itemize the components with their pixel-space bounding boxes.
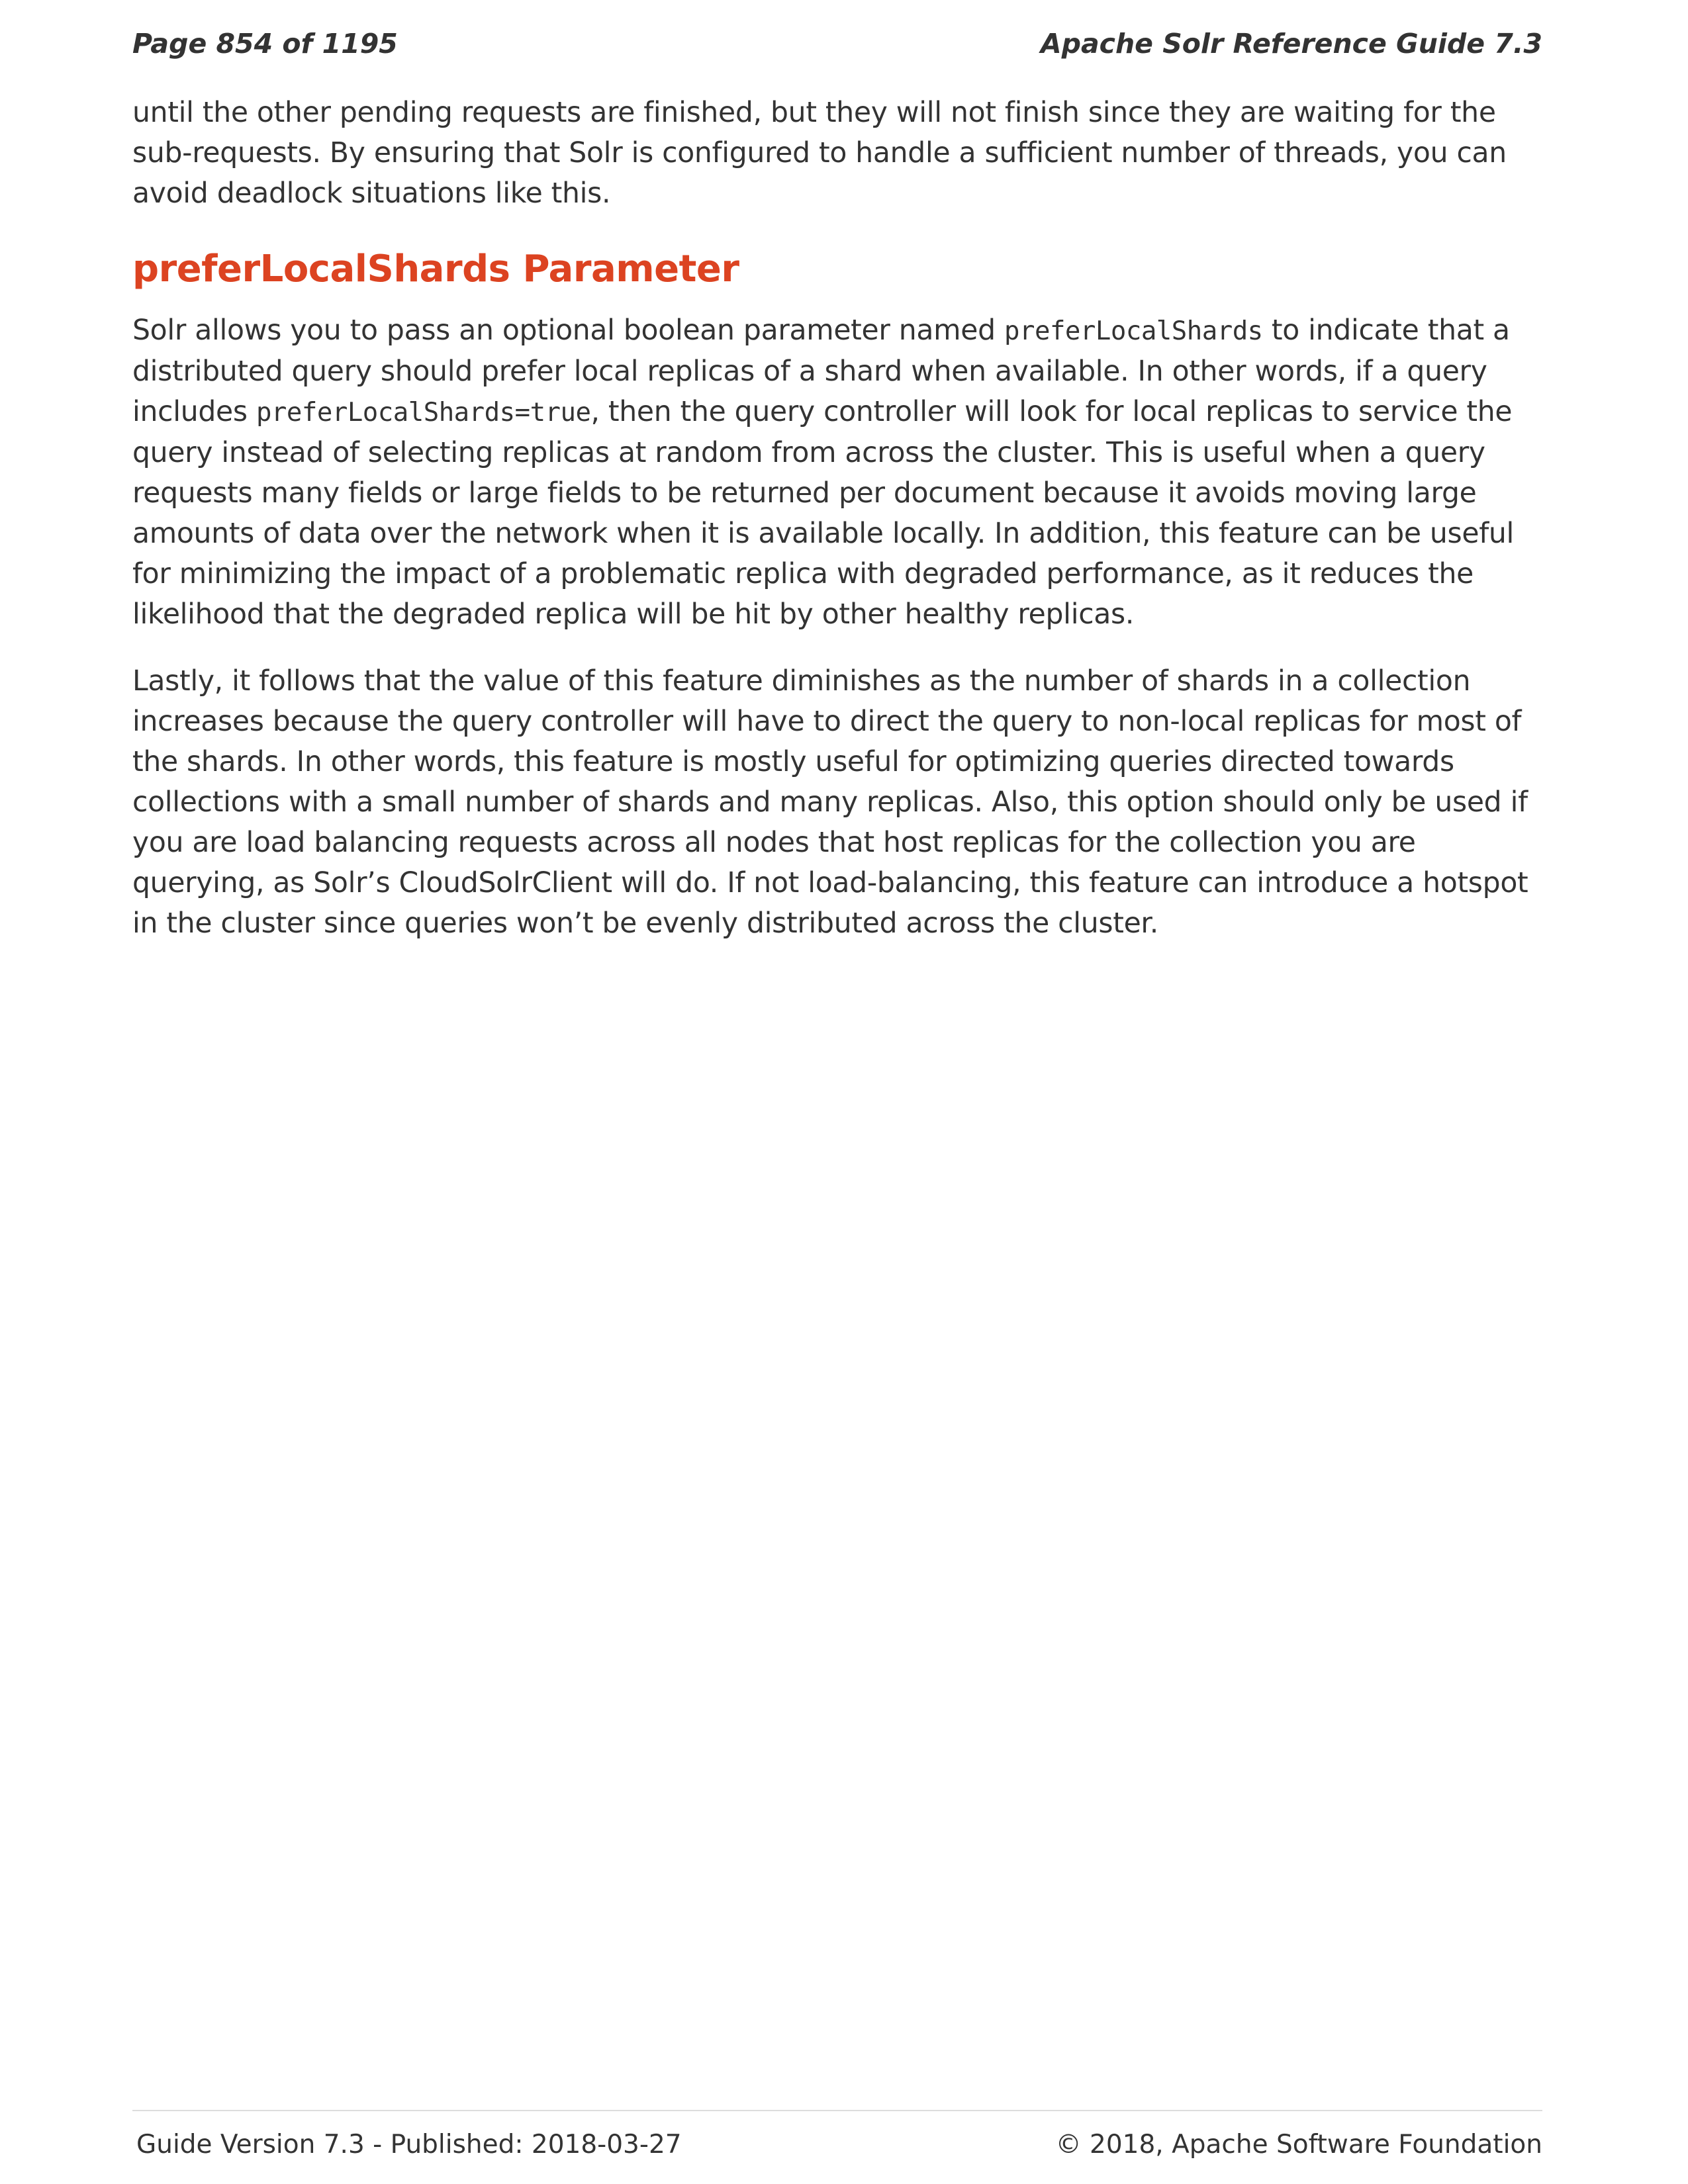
body-paragraph-2: Lastly, it follows that the value of this feature diminishes as the number of shards in a collection increases because the query controller will have to direct the query to non-local replicas for most of the shards. In other words, this feature is mostly useful for optimizing queries directed towards collections with a small number of shards and many replicas. Also, this option should only be used if you are load balancing requests across all nodes that host replicas for the collection you are querying, as Solr’s CloudSolrClient will do. If not load-balancing, this feature can introduce a hotspot in the cluster since queries won’t be evenly distributed across the cluster. — [132, 665, 1528, 940]
page-number: Page 854 of 1195 — [132, 28, 398, 60]
page-content — [132, 93, 1542, 970]
document-page — [132, 0, 1542, 2184]
paragraph-text: to indicate that a distributed query should prefer local replicas of a shard when available. In other words, if a query includes — [132, 314, 1510, 428]
section-heading: preferLocalShards Parameter — [132, 248, 739, 291]
inline-code: preferLocalShards=true — [256, 398, 591, 428]
guide-title: Apache Solr Reference Guide 7.3 — [1040, 28, 1542, 60]
running-footer — [136, 2124, 1542, 2164]
copyright: © 2018, Apache Software Foundation — [1055, 2129, 1542, 2160]
paragraph-text: Solr allows you to pass an optional boolean parameter named — [132, 314, 1004, 347]
running-header — [132, 24, 1542, 64]
inline-code: preferLocalShards — [1004, 316, 1263, 346]
intro-paragraph: until the other pending requests are finished, but they will not finish since they are waiting for the sub-requests. By ensuring that Solr is configured to handle a sufficient number of threads, you can avoid deadlock situations like this. — [132, 97, 1507, 210]
body-paragraph-1 — [132, 310, 1542, 635]
footer-divider — [132, 2110, 1542, 2111]
guide-version: Guide Version 7.3 - Published: 2018-03-27 — [136, 2129, 682, 2160]
paragraph-text: , then the query controller will look for local replicas to service the query instead of selecting replicas at random from across the cluster. This is useful when a query requests many fields or large fields to be returned per document because it avoids moving large amounts of data over the network when it is available locally. In addition, this feature can be useful for minimizing the impact of a problematic replica with degraded performance, as it reduces the likelihood that the degraded replica will be hit by other healthy replicas. — [132, 396, 1515, 631]
